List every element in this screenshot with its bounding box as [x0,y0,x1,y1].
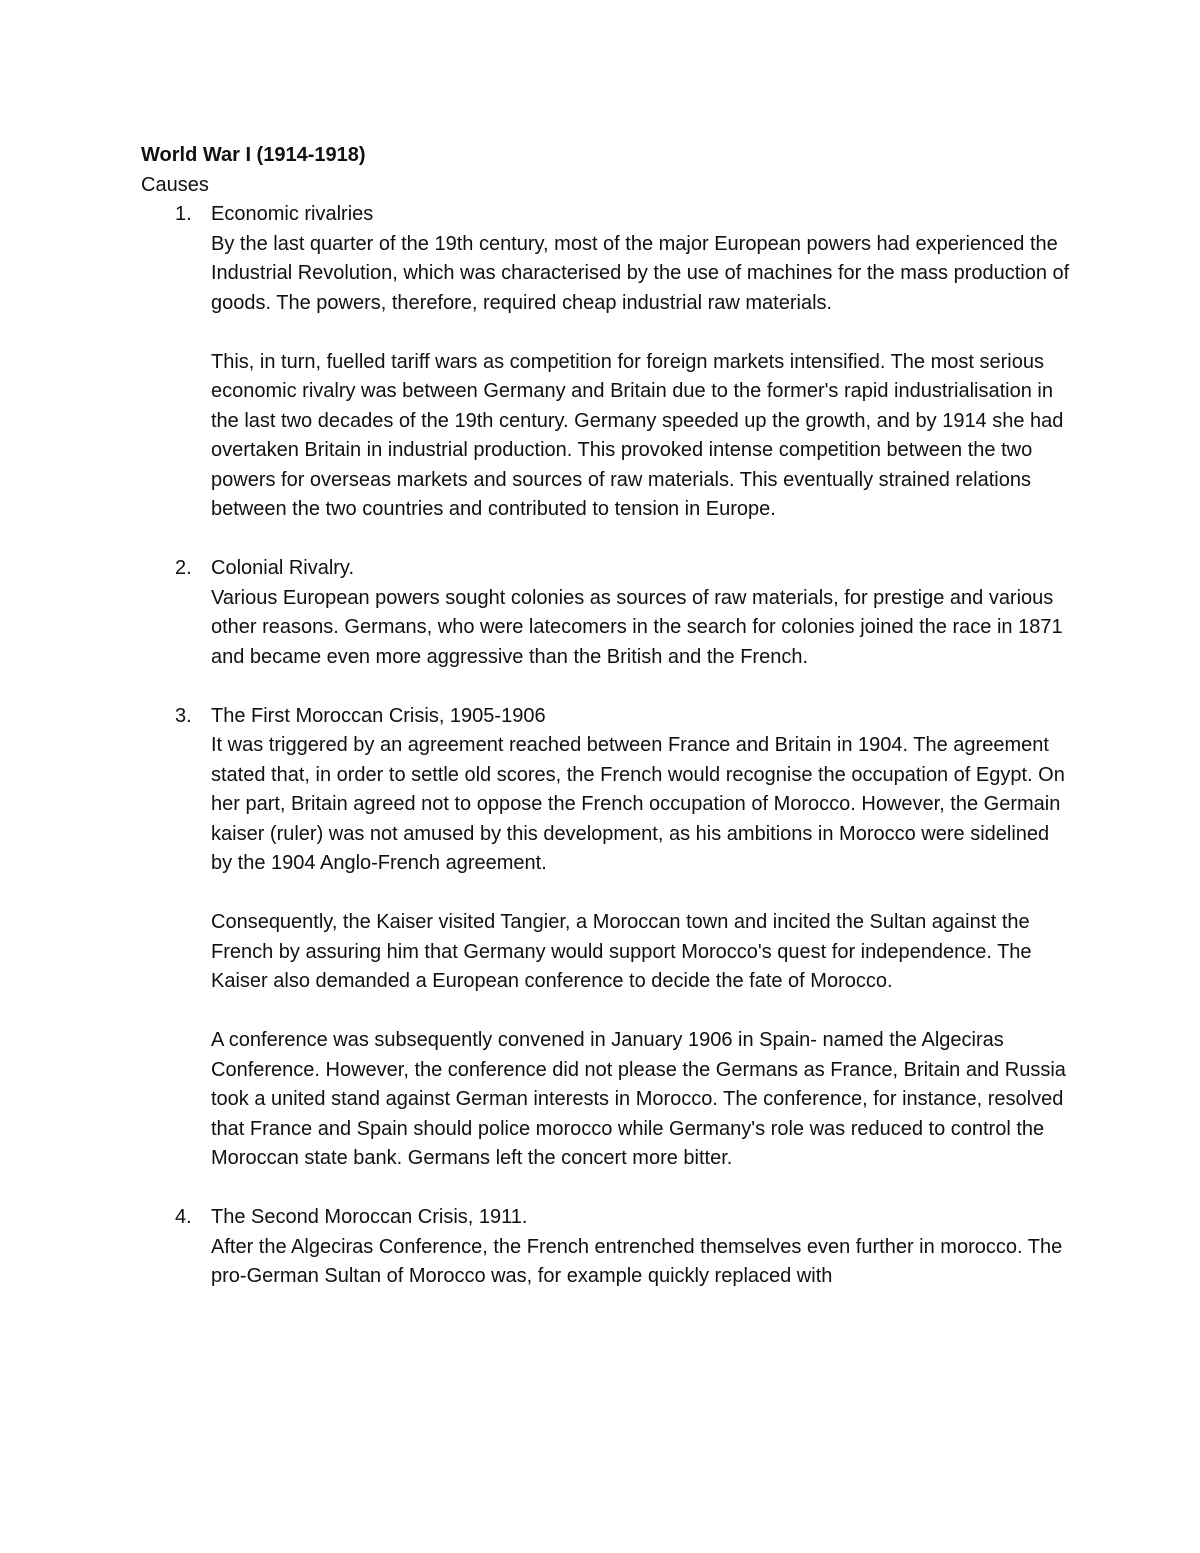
list-number: 4. [175,1206,192,1228]
cause-title: Colonial Rivalry. [211,557,355,579]
cause-paragraph: Consequently, the Kaiser visited Tangier, a Moroccan town and incited the Sultan against the French by assuring him that Germany would support Morocco's quest for independence. The Kaiser also demanded a European conference to decide the fate of Morocco. [211,911,1032,992]
list-number: 2. [175,557,192,579]
cause-paragraph: After the Algeciras Conference, the French entrenched themselves even further in morocco. The pro-German Sultan of Morocco was, for example quickly replaced with [211,1235,1063,1287]
document-title: World War I (1914-1918) [141,144,366,166]
section-heading: Causes [141,173,209,196]
cause-item-second-moroccan-crisis [141,1203,1071,1292]
cause-paragraph: By the last quarter of the 19th century, most of the major European powers had experienced the Industrial Revolution, which was characterised by the use of machines for the mass production of goods. The powers, therefore, required cheap industrial raw materials. [211,232,1070,314]
cause-item-economic-rivalries [141,200,1071,525]
cause-paragraph: Various European powers sought colonies as sources of raw materials, for prestige and various other reasons. Germans, who were latecomers in the search for colonies joined the race in 1871 and became even more aggressive than the British and the French. [211,586,1063,668]
cause-item-first-moroccan-crisis [141,702,1071,1174]
cause-title: Economic rivalries [211,203,374,225]
cause-title: The First Moroccan Crisis, 1905-1906 [211,704,546,727]
cause-paragraph: A conference was subsequently convened in January 1906 in Spain- named the Algeciras Conference. However, the conference did not please the Germans as France, Britain and Russia took a united stand against German interests in Morocco. The conference, for instance, resolved that France and Spain should police morocco while Germany's role was reduced to control the Moroccan state bank. Germans left the concert more bitter. [211,1029,1066,1169]
list-number: 1. [175,203,192,225]
cause-title: The Second Moroccan Crisis, 1911. [211,1206,528,1228]
causes-list [141,200,1071,1292]
cause-item-colonial-rivalry [141,554,1071,672]
document-body [141,141,1071,1321]
cause-paragraph: This, in turn, fuelled tariff wars as competition for foreign markets intensified. The most serious economic rivalry was between Germany and Britain due to the former's rapid industrialisation in the last two decades of the 19th century. Germany speeded up the growth, and by 1914 she had overtaken Britain in industrial production. This provoked intense competition between the two powers for overseas markets and sources of raw materials. This eventually strained relations between the two countries and contributed to tension in Europe. [211,350,1064,520]
cause-paragraph: It was triggered by an agreement reached between France and Britain in 1904. The agreement stated that, in order to settle old scores, the French would recognise the occupation of Egypt. On her part, Britain agreed not to oppose the French occupation of Morocco. However, the Germain kaiser (ruler) was not amused by this development, as his ambitions in Morocco were sidelined by the 1904 Anglo-French agreement. [211,734,1065,874]
list-number: 3. [175,704,192,727]
